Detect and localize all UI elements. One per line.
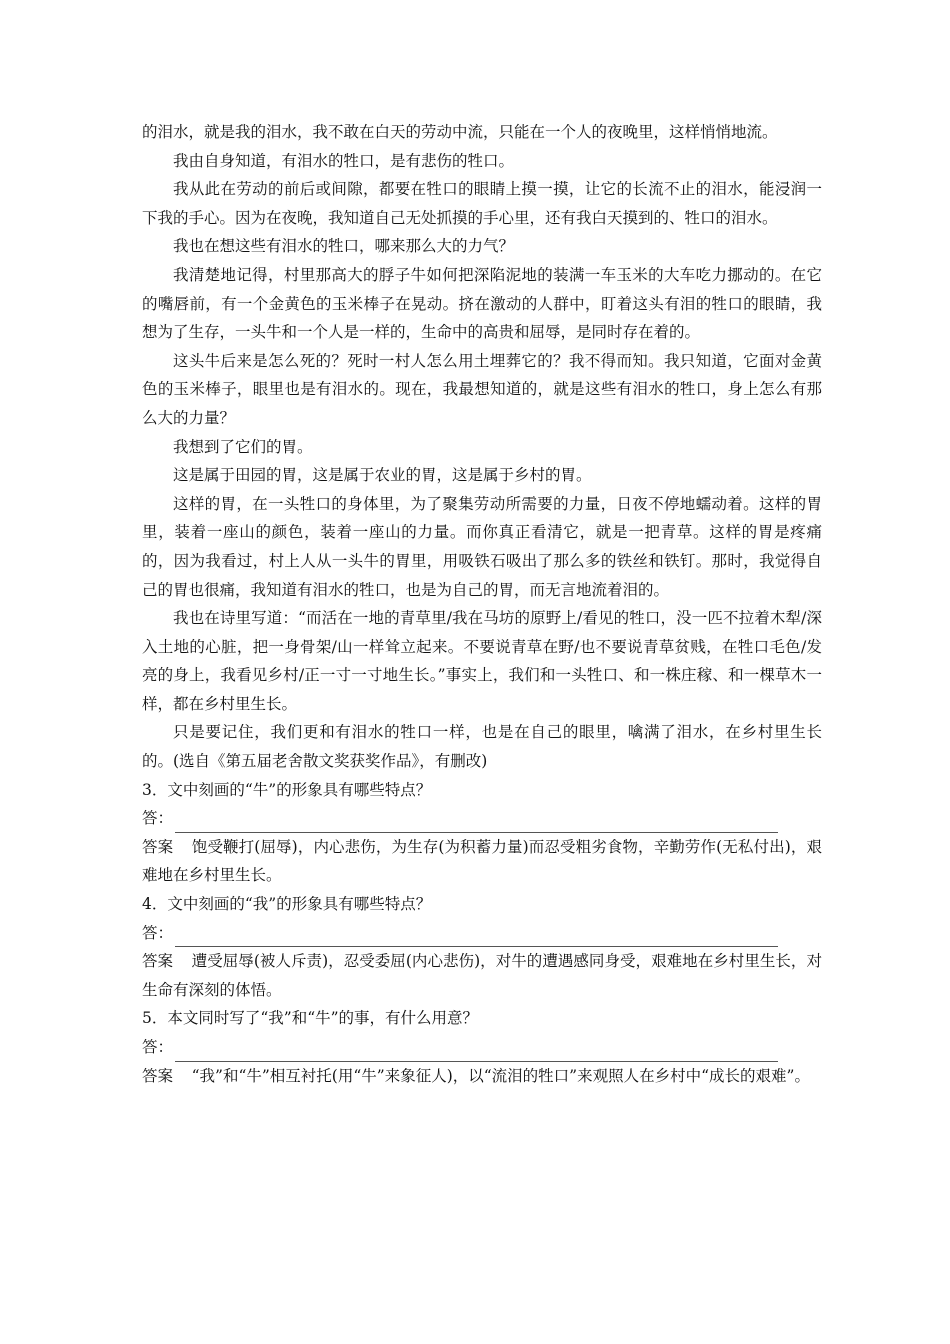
answer-field[interactable] xyxy=(142,919,778,948)
answer-key-label: 答案 xyxy=(142,1066,174,1085)
question-prompt: 4．文中刻画的“我”的形象具有哪些特点？ xyxy=(142,895,432,914)
paragraph: 这样的胃，在一头牲口的身体里，为了聚集劳动所需要的力量，日夜不停地蠕动着。这样的胃里，装着一座山的颜色，装着一座山的力量。而你真正看清它，就是一把青草。这样的胃是疼痛的，因为我看过，村上人从一头牛的胃里，用吸铁石吸出了那么多的铁丝和铁钉。那时，我觉得自己的胃也很痛，我知道有泪水的牲口，也是为自己的胃，而无言地流着泪的。 xyxy=(142,494,822,599)
answer-key xyxy=(142,833,822,890)
question-prompt: 5．本文同时写了“我”和“牛”的事，有什么用意？ xyxy=(142,1009,479,1028)
paragraph: 我由自身知道，有泪水的牲口，是有悲伤的牲口。 xyxy=(173,151,515,170)
answer-rule xyxy=(175,1043,778,1062)
answer-key-text: 遭受屈辱(被人斥责)，忍受委屈(内心悲伤)，对牛的遭遇感同身受，艰难地在乡村里生长，对生命有深刻的体悟。 xyxy=(142,952,822,999)
answer-rule xyxy=(175,814,778,833)
paragraph: 我清楚地记得，村里那高大的脬子牛如何把深陷泥地的装满一车玉米的大车吃力挪动的。在它的嘴唇前，有一个金黄色的玉米棒子在晃动。挤在激动的人群中，盯着这头有泪的牲口的眼睛，我想为了生存，一头牛和一个人是一样的，生命中的高贵和屈辱，是同时存在着的。 xyxy=(142,265,822,342)
paragraph: 我也在诗里写道：“而活在一地的青草里/我在马坊的原野上/看见的牲口，没一匹不拉着木犁/深入土地的心脏，把一身骨架/山一样耸立起来。不要说青草在野/也不要说青草贫贱，在牲口毛色/发亮的身上，我看见乡村/正一寸一寸地生长。”事实上，我们和一头牲口、和一株庄稼、和一棵草木一样，都在乡村里生长。 xyxy=(142,609,822,713)
answer-label: 答： xyxy=(142,809,174,828)
answer-field[interactable] xyxy=(142,1033,778,1062)
answer-key-text: “我”和“牛”相互衬托(用“牛”来象征人)，以“流泪的牲口”来观照人在乡村中“成长的艰难”。 xyxy=(191,1066,810,1085)
paragraph: 这是属于田园的胃，这是属于农业的胃，这是属于乡村的胃。 xyxy=(173,466,592,485)
paragraph: 的泪水，就是我的泪水，我不敢在白天的劳动中流，只能在一个人的夜晚里，这样悄悄地流。 xyxy=(142,123,778,141)
answer-field[interactable] xyxy=(142,804,778,833)
paragraph: 我也在想这些有泪水的牲口，哪来那么大的力气？ xyxy=(173,237,515,256)
paragraph: 只是要记住，我们更和有泪水的牲口一样，也是在自己的眼里，噙满了泪水，在乡村里生长的。(选自《第五届老舍散文奖获奖作品》，有删改) xyxy=(142,723,822,771)
answer-label: 答： xyxy=(142,923,174,942)
answer-key xyxy=(142,1062,822,1091)
document-page xyxy=(142,118,822,1090)
answer-key-label: 答案 xyxy=(142,952,174,971)
answer-key-text: 饱受鞭打(屈辱)，内心悲伤，为生存(为积蓄力量)而忍受粗劣食物，辛勤劳作(无私付出)，艰难地在乡村里生长。 xyxy=(142,837,822,885)
answer-label: 答： xyxy=(142,1038,174,1056)
answer-key xyxy=(142,947,822,1004)
question-prompt: 3．文中刻画的“牛”的形象具有哪些特点？ xyxy=(142,780,432,799)
answer-rule xyxy=(175,928,778,947)
paragraph: 这头牛后来是怎么死的？死时一村人怎么用土埋葬它的？我不得而知。我只知道，它面对金黄色的玉米棒子，眼里也是有泪水的。现在，我最想知道的，就是这些有泪水的牲口，身上怎么有那么大的力量？ xyxy=(142,351,822,427)
paragraph: 我想到了它们的胃。 xyxy=(173,437,313,456)
paragraph: 我从此在劳动的前后或间隙，都要在牲口的眼睛上摸一摸，让它的长流不止的泪水，能浸润一下我的手心。因为在夜晚，我知道自己无处抓摸的手心里，还有我白天摸到的、牲口的泪水。 xyxy=(142,180,822,227)
answer-key-label: 答案 xyxy=(142,837,174,856)
